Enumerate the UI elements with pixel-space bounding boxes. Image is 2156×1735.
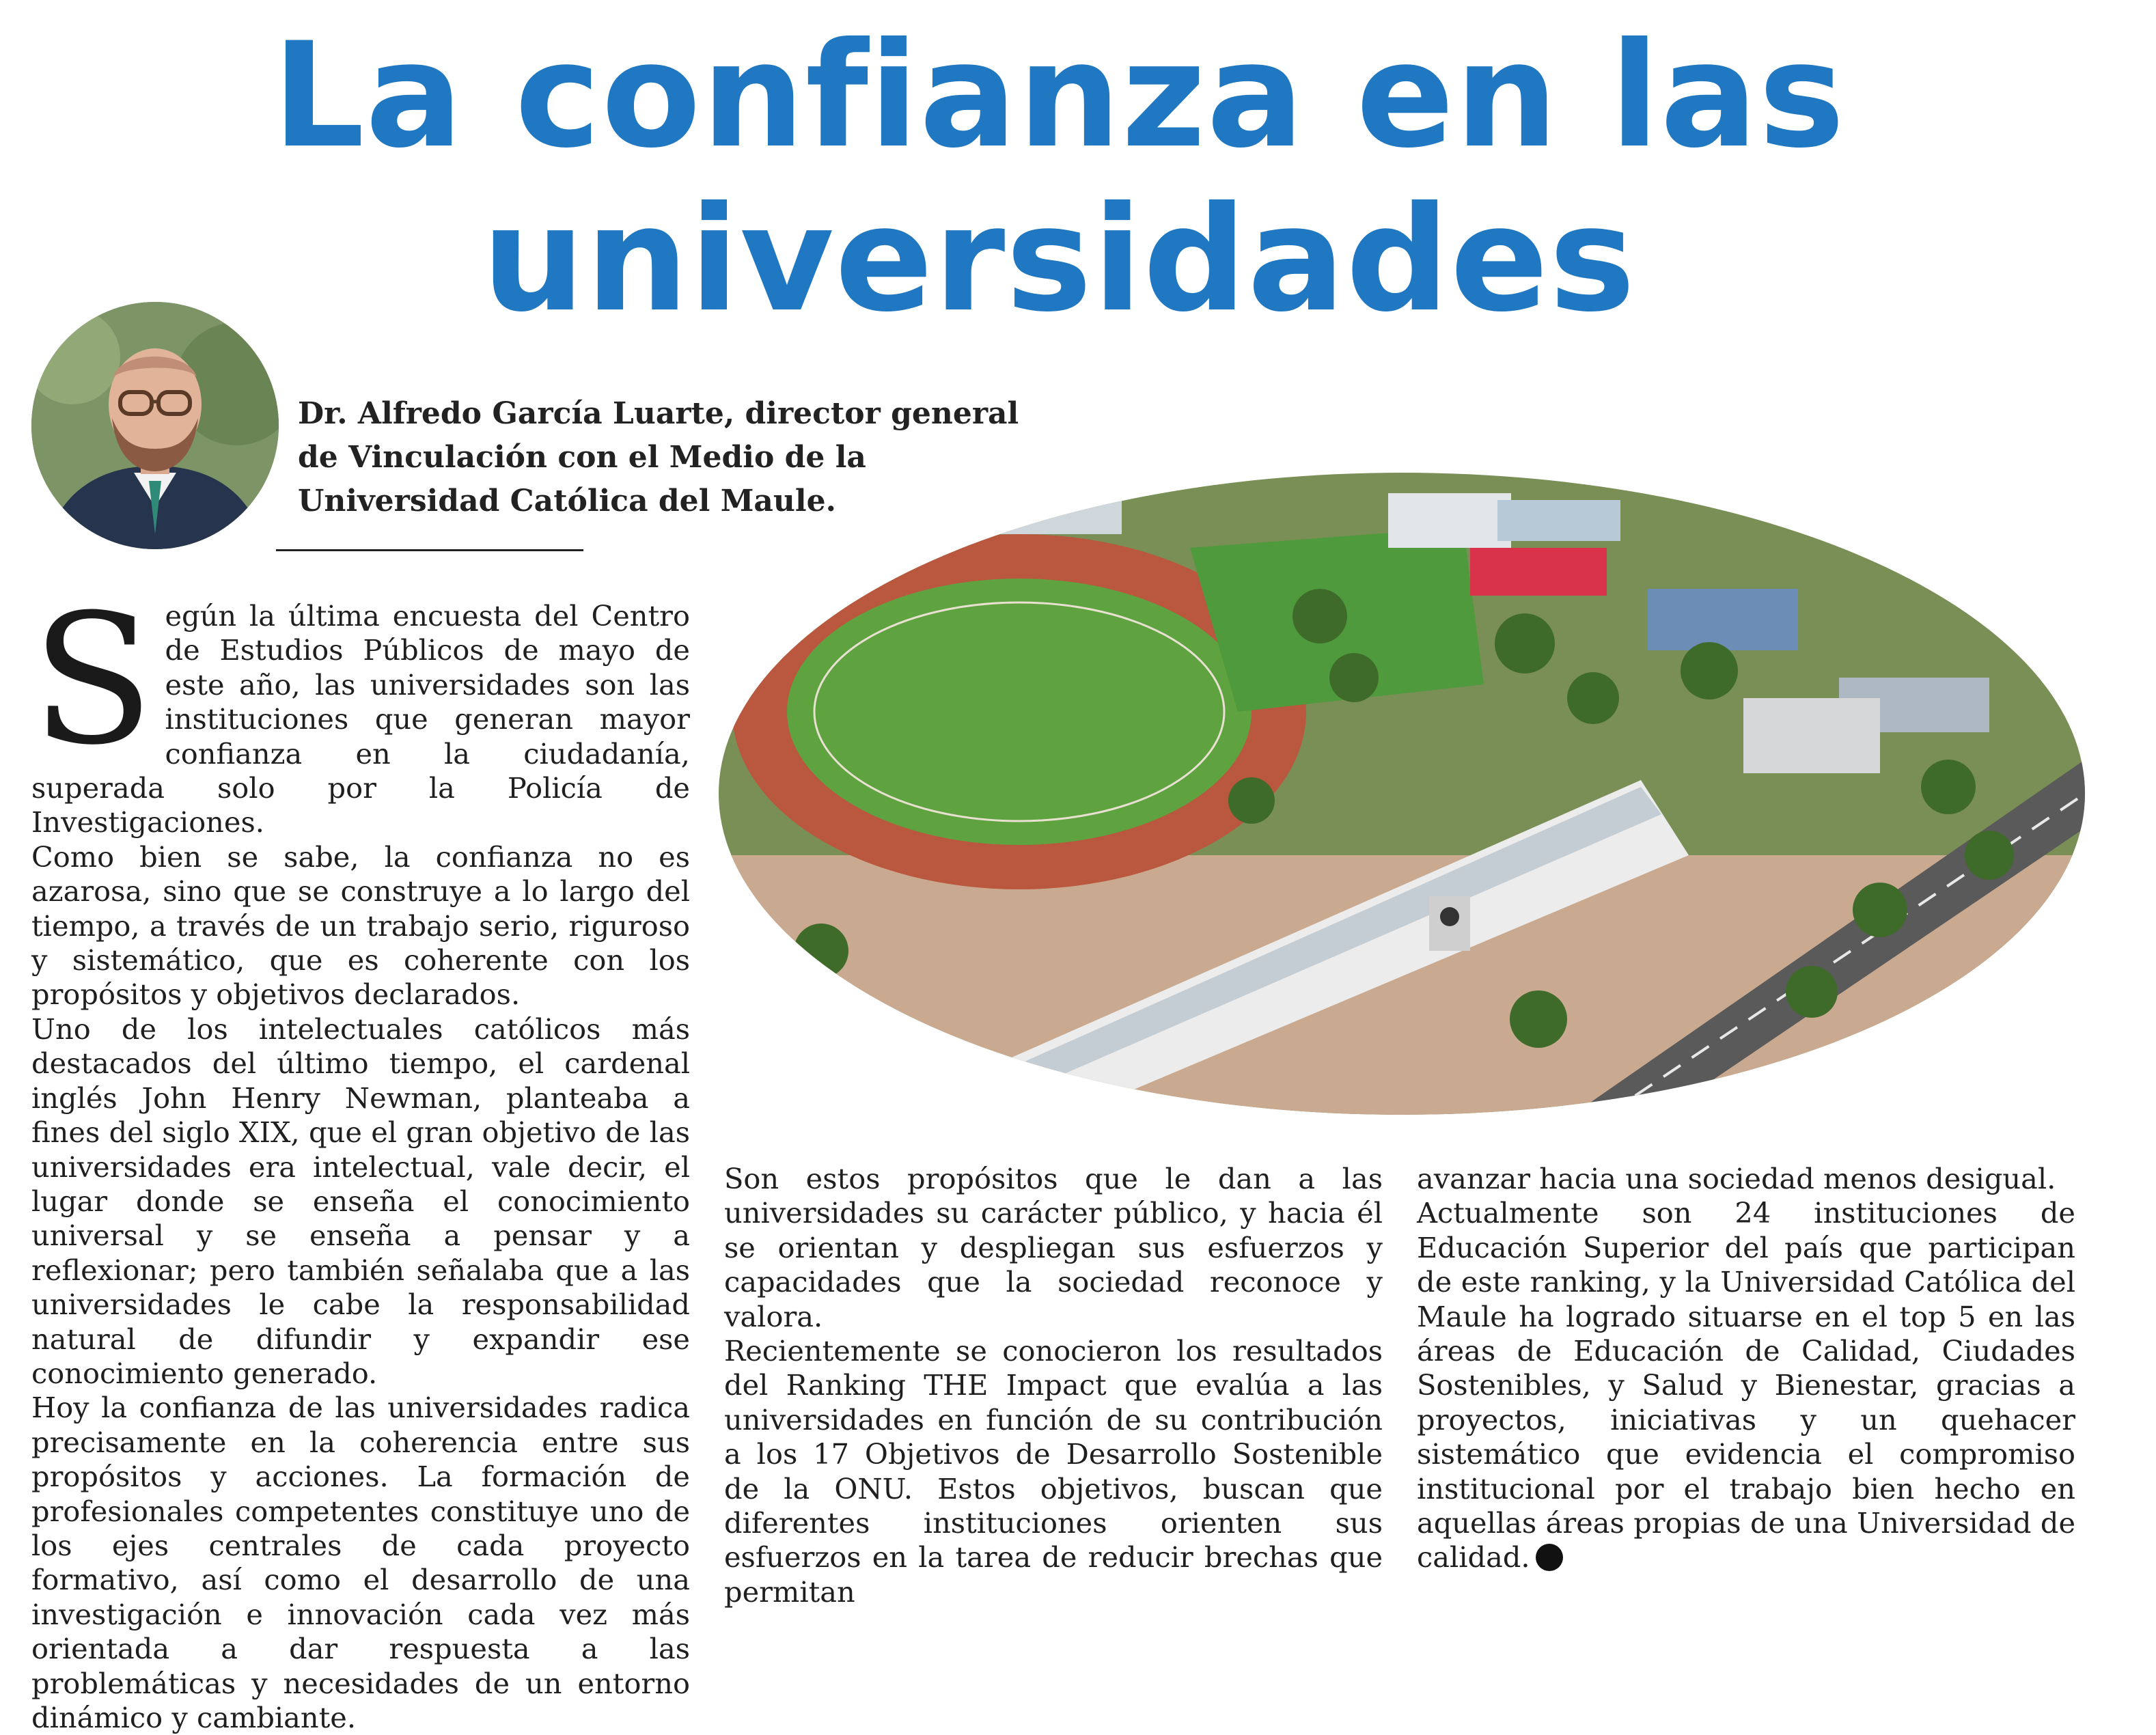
end-of-article-icon xyxy=(1536,1544,1563,1571)
article-column-2 xyxy=(724,1162,1383,1609)
campus-aerial-photo xyxy=(719,473,2085,1115)
headline-line-1: La confianza en las xyxy=(272,11,1846,180)
byline-divider xyxy=(276,549,583,551)
author-byline: Dr. Alfredo García Luarte, director general de Vinculación con el Medio de la Universidad Católica del Maule. xyxy=(298,396,1019,518)
author-portrait-photo xyxy=(31,302,279,549)
headline-line-2: universidades xyxy=(482,175,1636,344)
article-column-1 xyxy=(31,576,690,1735)
paragraph-final-text: Actualmente son 24 instituciones de Educación Superior del país que participan de este ranking, y la Universidad Católica del Maule ha logrado situarse en el top 5 en las áreas de Educación de Calidad, Ciudades Sostenibles, y Salud y Bienestar, gracias a proyectos, iniciativas y un quehacer sistemático que evidencia el compromiso institucional por el trabajo bien hecho en aquellas áreas propias de una Universidad de calidad. xyxy=(1417,1196,2075,1574)
paragraph-intro xyxy=(31,576,690,840)
article-column-3 xyxy=(1417,1162,2075,1575)
paragraph: Uno de los intelectuales católicos más destacados del último tiempo, el cardenal inglés John Henry Newman, planteaba a fines del siglo XIX, que el gran objetivo de las universidades era intelectual, vale decir, el lugar donde se enseña el conocimiento universal y se enseña a pensar y a reflexionar; pero también señalaba que a las universidades le cabe la responsabilidad natural de difundir y expandir ese conocimiento generado. xyxy=(31,1012,690,1390)
paragraph: Hoy la confianza de las universidades radica precisamente en la coherencia entre sus propósitos y acciones. La formación de profesionales competentes constituye uno de los ejes centrales de cada proyecto formativo, así como el desarrollo de una investigación e innovación cada vez más orientada a dar respuesta a las problemáticas y necesidades de un entorno dinámico y cambiante. xyxy=(31,1391,690,1734)
drop-cap: S xyxy=(31,576,154,784)
paragraph: Como bien se sabe, la confianza no es azarosa, sino que se construye a lo largo del tiempo, a través de un trabajo serio, riguroso y sistemático, que es coherente con los propósitos y objetivos declarados. xyxy=(31,839,690,1012)
paragraph: Recientemente se conocieron los resultados del Ranking THE Impact que evalúa a las universidades en función de su contribución a los 17 Objetivos de Desarrollo Sostenible de la ONU. Estos objetivos, buscan que diferentes instituciones orienten sus esfuerzos en la tarea de reducir brechas que permitan xyxy=(724,1334,1383,1609)
paragraph: Son estos propósitos que le dan a las universidades su carácter público, y hacia él se orientan y despliegan sus esfuerzos y capacidades que la sociedad reconoce y valora. xyxy=(724,1162,1383,1333)
paragraph-intro-text: egún la última encuesta del Centro de Estudios Públicos de mayo de este año, las universidades son las instituciones que generan mayor confianza en la ciudadanía, superada solo por la Policía de Investigaciones. xyxy=(31,599,690,839)
paragraph: avanzar hacia una sociedad menos desigual. xyxy=(1417,1162,2056,1195)
article-headline xyxy=(0,11,2118,344)
